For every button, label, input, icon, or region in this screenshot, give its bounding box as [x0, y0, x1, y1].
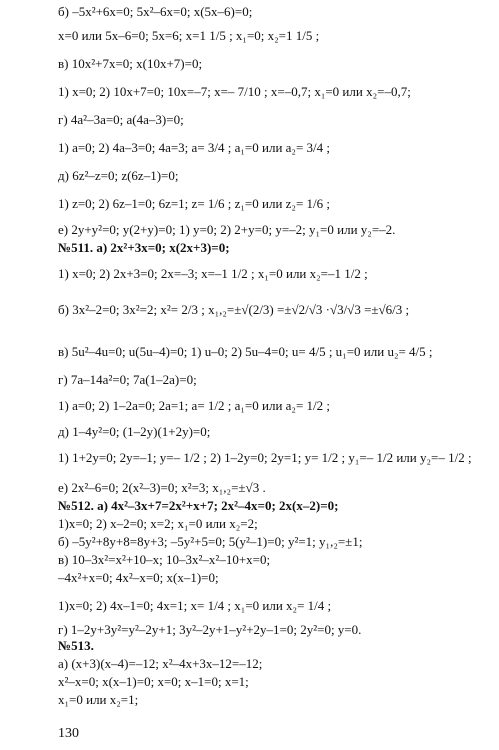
line-v-solution [58, 84, 411, 100]
text: г) 1–2y+3y²=y²–2y+1; 3y²–2y+1–y²+2y–1=0; 2y²=0; y=0. [58, 622, 362, 637]
text: 1) x=0; 2) 2x+3=0; 2x=–3; x=–1 1/2 ; x₁=0 или x₂=–1 1/2 ; [58, 266, 368, 281]
text: 1) a=0; 2) 4a–3=0; 4a=3; a= 3/4 ; a₁=0 или a₂= 3/4 ; [58, 140, 331, 155]
line-511g-solution [58, 398, 330, 414]
problem-511-heading [58, 240, 230, 256]
text: е) 2y+y²=0; y(2+y)=0; 1) y=0; 2) 2+y=0; y=–2; y₁=0 или y₂=–2. [58, 222, 396, 237]
text: г) 7a–14a²=0; 7a(1–2a)=0; [58, 372, 197, 387]
text: д) 1–4y²=0; (1–2y)(1+2y)=0; [58, 424, 211, 439]
line-d-solution [58, 196, 330, 212]
text: б) –5x²+6x=0; 5x²–6x=0; x(5x–6)=0; [58, 4, 253, 19]
text: №513. [58, 638, 94, 653]
text: x₁=0 или x₂=1; [58, 692, 139, 707]
text: №511. а) 2x²+3x=0; x(2x+3)=0; [58, 240, 230, 255]
line-513a-continued [58, 674, 249, 690]
text: 1) z=0; 2) 6z–1=0; 6z=1; z= 1/6 ; z₁=0 или z₂= 1/6 ; [58, 196, 331, 211]
problem-512-heading [58, 498, 338, 514]
page-number: 130 [58, 726, 79, 741]
text: №512. а) 4x²–3x+7=2x²+x+7; 2x²–4x=0; 2x(x–2)=0; [58, 498, 339, 513]
line-e-solution [58, 222, 395, 238]
line-b-solution [58, 28, 319, 44]
text: 1) x=0; 2) 10x+7=0; 10x=–7; x=– 7/10 ; x=–0,7; x₁=0 или x₂=–0,7; [58, 84, 411, 99]
text: 1)x=0; 2) x–2=0; x=2; x₁=0 или x₂=2; [58, 516, 258, 531]
line-v-start [58, 56, 202, 72]
text: x=0 или 5x–6=0; 5x=6; x=1 1/5 ; x₁=0; x₂=1 1/5 ; [58, 28, 320, 43]
text: 1) 1+2y=0; 2y=–1; y=– 1/2 ; 2) 1–2y=0; 2y=1; y= 1/2 ; y₁=– 1/2 или y₂=– 1/2 ; [58, 450, 472, 465]
line-512v-solution [58, 598, 331, 614]
line-513a-answer [58, 692, 138, 708]
problem-513-heading [58, 638, 94, 654]
line-g-solution [58, 140, 330, 156]
line-511v-solution [58, 344, 433, 360]
text: а) (x+3)(x–4)=–12; x²–4x+3x–12=–12; [58, 656, 263, 671]
line-512b-solution [58, 534, 362, 550]
line-512v-start [58, 552, 270, 568]
line-511e-solution [58, 480, 266, 496]
text: б) 3x²–2=0; 3x²=2; x²= 2/3 ; x₁,₂=±√(2/3) =±√2/√3 ·√3/√3 =±√6/3 ; [58, 302, 410, 317]
text: е) 2x²–6=0; 2(x²–3)=0; x²=3; x₁,₂=±√3 . [58, 480, 266, 495]
line-d-start [58, 168, 178, 184]
text: в) 5u²–4u=0; u(5u–4)=0; 1) u–0; 2) 5u–4=0; u= 4/5 ; u₁=0 или u₂= 4/5 ; [58, 344, 433, 359]
line-512g-solution [58, 622, 361, 638]
line-512a-solution [58, 516, 258, 532]
line-511a-solution [58, 266, 368, 282]
text: б) –5y²+8y+8=8y+3; –5y²+5=0; 5(y²–1)=0; y²=1; y₁,₂=±1; [58, 534, 363, 549]
text: д) 6z²–z=0; z(6z–1)=0; [58, 168, 179, 183]
text: в) 10x²+7x=0; x(10x+7)=0; [58, 56, 203, 71]
line-b-start [58, 4, 252, 20]
text: 1) a=0; 2) 1–2a=0; 2a=1; a= 1/2 ; a₁=0 или a₂= 1/2 ; [58, 398, 331, 413]
text: x²–x=0; x(x–1)=0; x=0; x–1=0; x=1; [58, 674, 249, 689]
line-511d-start [58, 424, 210, 440]
text: в) 10–3x²=x²+10–x; 10–3x²–x²–10+x=0; [58, 552, 271, 567]
line-511b-solution [58, 302, 409, 318]
line-513a-start [58, 656, 262, 672]
text: –4x²+x=0; 4x²–x=0; x(x–1)=0; [58, 570, 219, 585]
text: 1)x=0; 2) 4x–1=0; 4x=1; x= 1/4 ; x₁=0 или x₂= 1/4 ; [58, 598, 332, 613]
line-511d-solution [58, 450, 472, 466]
line-511g-start [58, 372, 197, 388]
text: г) 4a²–3a=0; a(4a–3)=0; [58, 112, 184, 127]
line-512v-continued [58, 570, 219, 586]
line-g-start [58, 112, 184, 128]
